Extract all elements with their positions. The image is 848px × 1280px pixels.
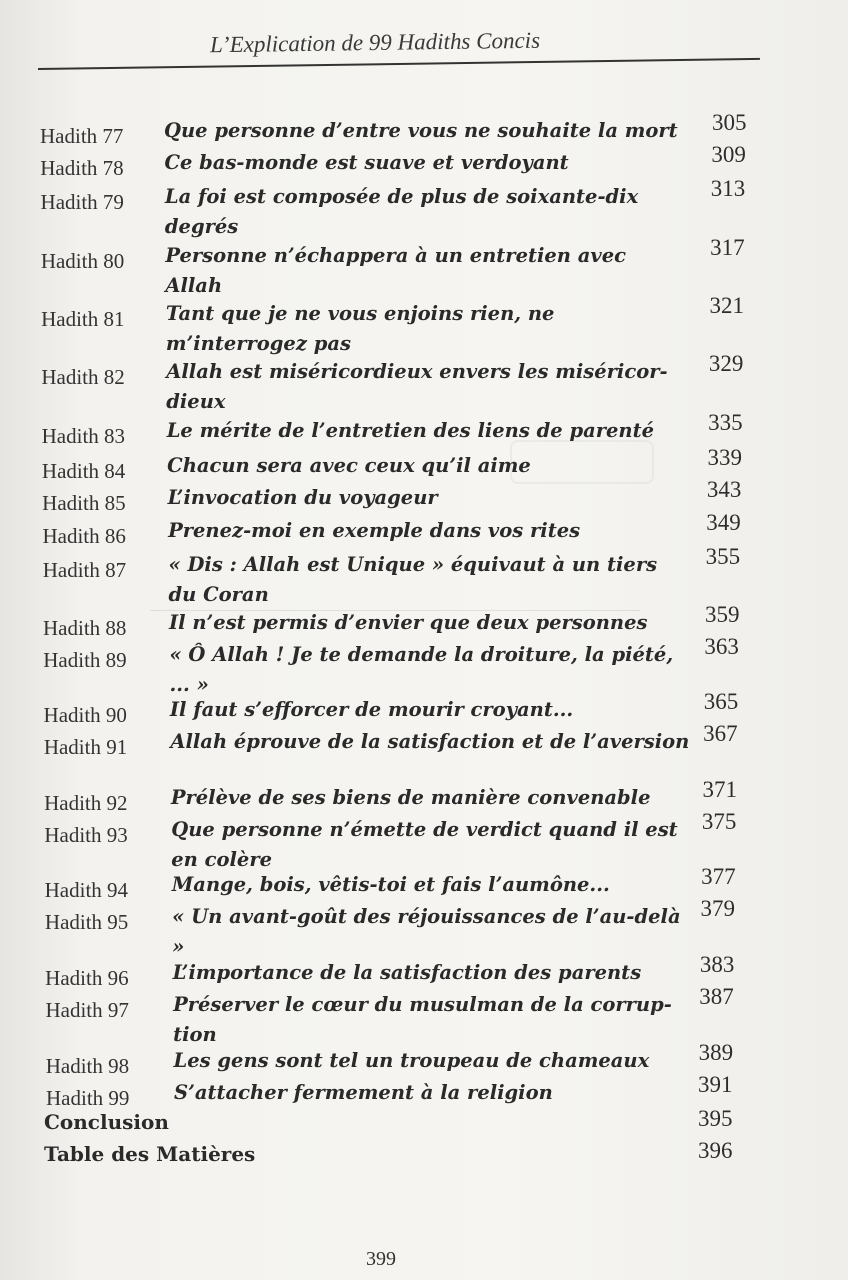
hadith-number: Hadith 92	[44, 791, 128, 815]
hadith-number: Hadith 80	[40, 249, 125, 273]
hadith-number: Hadith 86	[42, 524, 126, 548]
table-of-contents-title: Table des Matières	[44, 1142, 256, 1166]
page-number: 313	[710, 176, 746, 201]
page-number: 339	[707, 445, 743, 470]
conclusion-title: Conclusion	[44, 1110, 169, 1134]
hadith-number: Hadith 95	[44, 910, 129, 934]
hadith-title: Allah est miséricordieux envers les miséricor-dieux	[166, 360, 668, 413]
hadith-number: Hadith 87	[42, 558, 127, 582]
hadith-title: Allah éprouve de la satisfaction et de l’aversion	[170, 730, 690, 753]
page-number: 375	[701, 809, 737, 834]
page-number: 329	[708, 351, 744, 376]
hadith-number: Hadith 82	[41, 365, 125, 389]
hadith-title: L’importance de la satisfaction des parents	[172, 961, 642, 984]
hadith-title: Chacun sera avec ceux qu’il aime	[167, 454, 531, 477]
hadith-number: Hadith 98	[45, 1054, 130, 1078]
page-number: 387	[699, 984, 734, 1009]
hadith-number: Hadith 96	[45, 966, 129, 990]
page-number: 355	[705, 544, 741, 569]
page-number: 365	[703, 689, 739, 714]
hadith-title: Les gens sont tel un troupeau de chameaux	[173, 1049, 650, 1072]
page-number: 363	[704, 634, 739, 659]
page-number: 371	[702, 777, 737, 802]
hadith-title: Prélève de ses biens de manière convenable	[170, 786, 651, 809]
conclusion-page: 395	[698, 1106, 733, 1131]
page-number: 349	[706, 510, 741, 535]
page-number: 343	[706, 477, 742, 502]
hadith-title: La foi est composée de plus de soixante-dix degrés	[164, 185, 639, 238]
page-number: 317	[710, 235, 745, 260]
page-number: 305	[712, 110, 747, 135]
hadith-number: Hadith 84	[41, 459, 126, 483]
hadith-title: « Un avant-goût des réjouissances de l’au-delà »	[172, 905, 681, 958]
hadith-number: Hadith 78	[40, 156, 124, 180]
hadith-title: Préserver le cœur du musulman de la corrup-tion	[173, 993, 672, 1046]
hadith-title: Tant que je ne vous enjoins rien, ne m’interrogez pas	[165, 302, 555, 355]
footer-page-number: 399	[366, 1248, 396, 1270]
hadith-number: Hadith 85	[42, 491, 126, 515]
hadith-number: Hadith 93	[44, 823, 128, 847]
hadith-number: Hadith 94	[44, 878, 129, 902]
page-number: 391	[698, 1072, 733, 1097]
table-of-contents-page: 396	[698, 1138, 733, 1163]
hadith-title: Il faut s’efforcer de mourir croyant...	[169, 698, 574, 721]
page-number: 389	[698, 1040, 734, 1065]
running-header: L’Explication de 99 Hadiths Concis	[209, 27, 541, 58]
hadith-number: Hadith 88	[43, 616, 127, 640]
hadith-title: « Dis : Allah est Unique » équivaut à un tiers du Coran	[168, 553, 658, 606]
page-number: 377	[701, 864, 736, 889]
hadith-number: Hadith 97	[45, 998, 129, 1022]
hadith-number: Hadith 99	[46, 1086, 130, 1110]
hadith-title: S’attacher fermement à la religion	[174, 1081, 553, 1104]
hadith-number: Hadith 81	[41, 307, 125, 331]
page-number: 321	[709, 293, 744, 318]
hadith-title: Que personne d’entre vous ne souhaite la mort	[164, 119, 678, 142]
hadith-title: « Ô Allah ! Je te demande la droiture, la piété, ... »	[169, 643, 674, 696]
hadith-title: Que personne n’émette de verdict quand il est en colère	[171, 818, 678, 871]
hadith-number: Hadith 83	[41, 424, 126, 448]
hadith-title: Le mérite de l’entretien des liens de parenté	[166, 419, 654, 442]
page-number: 367	[703, 721, 738, 746]
hadith-title: L’invocation du voyageur	[167, 486, 438, 509]
page-number: 309	[711, 142, 746, 167]
hadith-title: Personne n’échappera à un entretien avec Allah	[165, 244, 627, 297]
hadith-number: Hadith 89	[43, 648, 127, 672]
hadith-number: Hadith 91	[43, 735, 128, 759]
page-number: 383	[699, 952, 735, 977]
hadith-title: Ce bas-monde est suave et verdoyant	[164, 151, 569, 174]
page-number: 335	[708, 410, 743, 435]
hadith-title: Mange, bois, vêtis-toi et fais l’aumône...	[171, 873, 610, 896]
hadith-number: Hadith 77	[40, 124, 124, 148]
hadith-title: Prenez-moi en exemple dans vos rites	[168, 519, 581, 542]
hadith-title: Il n’est permis d’envier que deux personnes	[169, 611, 648, 634]
hadith-number: Hadith 79	[40, 190, 124, 214]
hadith-number: Hadith 90	[43, 703, 127, 727]
page-number: 359	[705, 602, 740, 627]
page-number: 379	[700, 896, 736, 921]
